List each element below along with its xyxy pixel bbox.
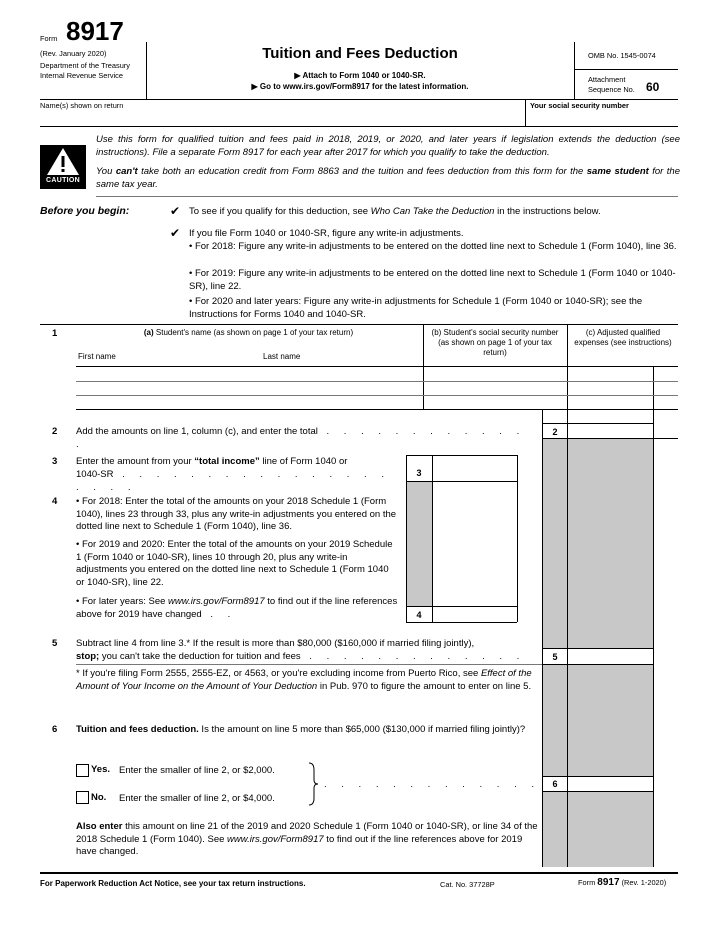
- line-3-number: 3: [52, 456, 58, 467]
- checkmark-icon: ✔: [170, 226, 181, 240]
- line-5-text-cont: stop; you can't take the deduction for tuition and fees . . . . . . . . . . . . .: [76, 651, 526, 662]
- ssn-label: Your social security number: [530, 101, 629, 110]
- column-b-header: (b) Student's social security number (as shown on page 1 of your tax return): [431, 328, 559, 357]
- form-label: Form: [40, 34, 58, 43]
- before-item-2: If you file Form 1040 or 1040-SR, figure any write-in adjustments.: [189, 228, 464, 239]
- yes-label: Yes.: [91, 764, 111, 775]
- student-name-input[interactable]: [76, 396, 422, 408]
- department: Department of the Treasury: [40, 61, 130, 70]
- before-heading: Before you begin:: [40, 205, 130, 217]
- no-checkbox[interactable]: [76, 791, 89, 804]
- irs-label: Internal Revenue Service: [40, 71, 123, 80]
- line-4-box-number: 4: [416, 610, 422, 620]
- line-2-box-number: 2: [552, 427, 558, 437]
- line-6-amount-input[interactable]: [568, 777, 652, 790]
- before-item-1: To see if you qualify for this deduction, see Who Can Take the Deduction in the instructions below.: [189, 206, 601, 217]
- attachment-label: Attachment: [588, 75, 626, 84]
- yes-checkbox[interactable]: [76, 764, 89, 777]
- line-5-box-number: 5: [552, 652, 558, 662]
- line-5-footnote: * If you're filing Form 2555, 2555-EZ, or 4563, or you're excluding income from Puerto Rico, see Effect of the Amount of Your Income on the Amount of Your Deduction in Pub. 970 to figure the amount to enter on line 5.: [76, 668, 532, 692]
- caution-paragraph-1: Use this form for qualified tuition and fees paid in 2018, 2019, or 2020, and later years if legislation extends the deduction (see instructions). File a separate Form 8917 for each year after 2017 for which you qualify to take the deduction.: [96, 134, 680, 158]
- no-label: No.: [91, 792, 107, 803]
- line-3-text: Enter the amount from your “total income” line of Form 1040 or: [76, 456, 348, 467]
- line-4-bullet-2019: • For 2019 and 2020: Enter the total of the amounts on your 2019 Schedule 1 (Form 1040 or 1040-SR), lines 10 through 20, plus any write-in adjustments you entered on the dotted line next to Schedule 1 (Form 1040 or 1040-SR), line 22.: [76, 539, 393, 588]
- student-expenses-input[interactable]: [568, 382, 652, 394]
- student-expenses-input[interactable]: [568, 367, 652, 380]
- first-name-label: First name: [78, 352, 116, 361]
- last-name-label: Last name: [263, 352, 301, 361]
- before-bullet-2018: • For 2018: Figure any write-in adjustments to be entered on the dotted line next to Schedule 1 (Form 1040), line 36.: [189, 241, 677, 252]
- paperwork-notice: For Paperwork Reduction Act Notice, see your tax return instructions.: [40, 879, 306, 888]
- student-ssn-input[interactable]: [424, 396, 566, 408]
- footer-form-ref: Form 8917 (Rev. 1-2020): [578, 877, 667, 888]
- line-5-number: 5: [52, 638, 58, 649]
- line-6-leader: . . . . . . . . . . . . .: [324, 779, 540, 790]
- line-2-number: 2: [52, 426, 58, 437]
- caution-paragraph-2: You can't take both an education credit from Form 8863 and the tuition and fees deduction from this form for the same student for the same tax year.: [96, 166, 680, 190]
- name-input[interactable]: [40, 111, 524, 125]
- attach-instruction: ▶ Attach to Form 1040 or 1040-SR.: [294, 71, 426, 80]
- line-6-also-enter: Also enter this amount on line 21 of the 2019 and 2020 Schedule 1 (Form 1040 or 1040-SR), or line 34 of the 2018 Schedule 1 (Form 1040). See www.irs.gov/Form8917 to find out if the line references above for 2019 have changed.: [76, 821, 538, 857]
- line-5-text: Subtract line 4 from line 3.* If the result is more than $80,000 ($160,000 if married filing jointly),: [76, 638, 475, 649]
- line-5-amount-input[interactable]: [568, 649, 652, 663]
- ssn-input[interactable]: [526, 111, 678, 125]
- catalog-number: Cat. No. 37728P: [440, 880, 495, 889]
- brace-icon: [306, 762, 320, 806]
- line-2-amount-input[interactable]: [568, 424, 652, 437]
- checkmark-icon: ✔: [170, 204, 181, 218]
- line-2-text: Add the amounts on line 1, column (c), and enter the total . . . . . . . . . . . . .: [76, 426, 526, 450]
- sequence-label: Sequence No.: [588, 85, 635, 94]
- line-4-amount-input[interactable]: [433, 608, 517, 621]
- line-6-number: 6: [52, 724, 58, 735]
- caution-label: CAUTION: [46, 177, 80, 184]
- yes-instruction: Enter the smaller of line 2, or $2,000.: [119, 765, 275, 776]
- omb-number: OMB No. 1545-0074: [588, 51, 656, 60]
- before-bullet-2020: • For 2020 and later years: Figure any write-in adjustments for Schedule 1 (Form 1040 or 1040-SR); see the Instructions for Forms 1040 and 1040-SR.: [189, 296, 643, 320]
- student-ssn-input[interactable]: [424, 382, 566, 394]
- rev-date: (Rev. January 2020): [40, 49, 107, 58]
- sequence-number: 60: [646, 80, 660, 94]
- line-3-amount-input[interactable]: [433, 467, 517, 480]
- column-c-header: (c) Adjusted qualified expenses (see instructions): [574, 328, 672, 347]
- line-3-box-number: 3: [416, 468, 422, 478]
- student-expenses-input[interactable]: [568, 396, 652, 408]
- line-3-text-cont: 1040-SR . . . . . . . . . . . . . . . . . . . .: [76, 469, 390, 493]
- column-a-header: (a) Student's name (as shown on page 1 of your tax return): [143, 328, 354, 337]
- line-4-bullet-later: • For later years: See www.irs.gov/Form8917 to find out if the line references above for 2019 have changed . .: [76, 596, 398, 620]
- line-6-box-number: 6: [552, 779, 558, 789]
- name-label: Name(s) shown on return: [40, 101, 124, 110]
- line-4-number: 4: [52, 496, 58, 507]
- line-6-question: Tuition and fees deduction. Is the amount on line 5 more than $65,000 ($130,000 if married filing jointly)?: [76, 724, 526, 735]
- before-bullet-2019: • For 2019: Figure any write-in adjustments to be entered on the dotted line next to Schedule 1 (Form 1040 or 1040-SR), line 22.: [189, 268, 676, 292]
- student-name-input[interactable]: [76, 382, 422, 394]
- no-instruction: Enter the smaller of line 2, or $4,000.: [119, 793, 275, 804]
- student-name-input[interactable]: [76, 367, 422, 380]
- line-1-number: 1: [52, 328, 58, 339]
- form-title: Tuition and Fees Deduction: [262, 45, 458, 62]
- form-number: 8917: [66, 16, 124, 46]
- website-instruction: ▶ Go to www.irs.gov/Form8917 for the latest information.: [251, 82, 469, 91]
- line-4-bullet-2018: • For 2018: Enter the total of the amounts on your 2018 Schedule 1 (Form 1040), lines 23 through 33, plus any write-in adjustments you entered on the dotted line next to Schedule 1 (Form 1040), line 36.: [76, 496, 397, 532]
- student-ssn-input[interactable]: [424, 367, 566, 380]
